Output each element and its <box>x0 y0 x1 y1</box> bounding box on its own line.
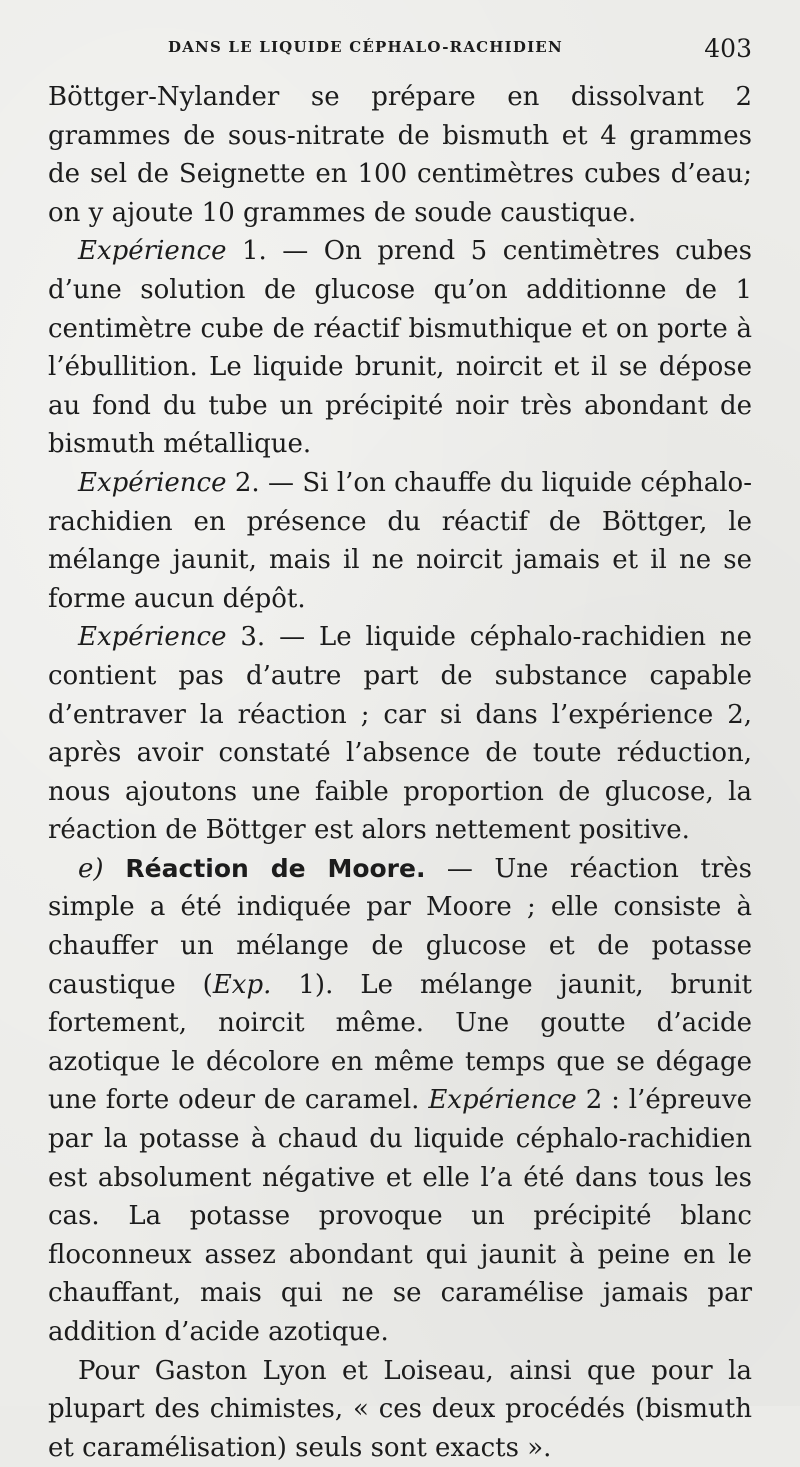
running-title: DANS LE LIQUIDE CÉPHALO-RACHIDIEN <box>168 38 563 56</box>
experience-1-text: 1. — On prend 5 centimètres cubes d’une solution de glucose qu’on additionne de 1 centimètre cube de réactif bismuthique et on porte à l’ébullition. Le liquide brunit, noircit et il se dépose au fond du tube un précipité noir très abondant de bismuth métallique. <box>48 236 752 460</box>
experience-label: Expérience <box>78 236 227 267</box>
paragraph-conclusion: Pour Gaston Lyon et Loiseau, ainsi que pour la plupart des chimistes, « ces deux procédés (bismuth et caramélisation) seuls sont exacts ». <box>48 1355 752 1463</box>
moore-text-b: 1). Le mélange jaunit, brunit fortement, noircit même. Une goutte d’acide azotique le décolore en même temps que se dégage une forte odeur de caramel. <box>48 969 752 1116</box>
moore-text-a: — Une réaction très simple a été indiquée par Moore ; elle consiste à chauffer un mélange de glucose et de potasse caustique ( <box>48 853 752 1000</box>
section-heading: Réaction de Moore. <box>103 853 426 883</box>
experience-label: Expérience <box>78 467 227 498</box>
paragraph-experience-3 <box>48 618 752 850</box>
section-letter: e) <box>78 853 104 884</box>
paragraph-moore-reaction <box>48 850 752 1352</box>
experience-label: Expérience <box>78 622 227 653</box>
moore-text-c: 2 : l’épreuve par la potasse à chaud du liquide céphalo-rachidien est absolument négative et elle l’a été dans tous les cas. La potasse provoque un précipité blanc floconneux assez abondant qui jaunit à peine en le chauffant, mais qui ne se caramélise jamais par addition d’acide azotique. <box>48 1085 752 1347</box>
experience-label: Expérience <box>428 1085 577 1116</box>
page-number: 403 <box>704 34 752 63</box>
paragraph-experience-2 <box>48 464 752 618</box>
experience-2-text: 2. — Si l’on chauffe du liquide céphalo-rachidien en présence du réactif de Böttger, le mélange jaunit, mais il ne noircit jamais et il ne se forme aucun dépôt. <box>48 467 752 614</box>
body-text <box>48 78 752 1467</box>
exp-abbrev: Exp. <box>212 969 272 1000</box>
running-head <box>48 34 752 64</box>
paragraph-bottger-preparation: Böttger-Nylander se prépare en dissolvant 2 grammes de sous-nitrate de bismuth et 4 grammes de sel de Seignette en 100 centimètres cubes d’eau; on y ajoute 10 grammes de soude caustique. <box>48 82 752 228</box>
experience-3-text: 3. — Le liquide céphalo-rachidien ne contient pas d’autre part de substance capable d’entraver la réaction ; car si dans l’expérience 2, après avoir constaté l’absence de toute réduction, nous ajoutons une faible proportion de glucose, la réaction de Böttger est alors nettement positive. <box>48 622 752 846</box>
paragraph-experience-1 <box>48 232 752 464</box>
